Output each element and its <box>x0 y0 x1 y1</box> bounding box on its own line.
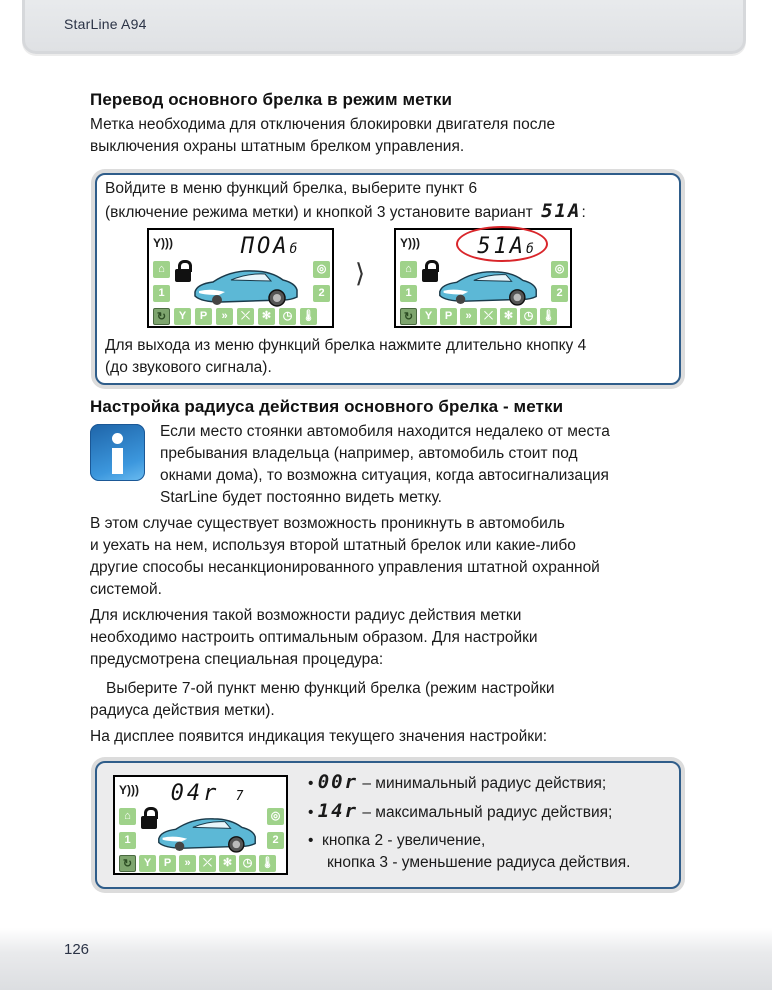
channel-2-icon: 2 <box>313 285 330 302</box>
antenna-icon: Y))) <box>400 236 420 250</box>
paragraph-select-item: Выберите 7-ой пункт меню функций брелка (режим настройки радиуса действия метки). <box>90 680 555 719</box>
section1-heading: Перевод основного брелка в режим метки <box>90 90 453 109</box>
lcd-icon-disarm: ⤫ <box>480 308 497 325</box>
bullet-max-radius: • 14r – максимальный радиус действия; <box>308 800 613 822</box>
lcd-icon-disarm: ⤫ <box>199 855 216 872</box>
section1-intro <box>90 114 555 158</box>
engine-icon: ◎ <box>551 261 568 278</box>
engine-icon: ◎ <box>267 808 284 825</box>
lcd-icon-disarm: ⤫ <box>237 308 254 325</box>
lcd-display-radius <box>113 775 288 875</box>
page-number: 126 <box>64 941 90 958</box>
info-icon <box>90 424 145 481</box>
exit-line: Для выхода из меню функций брелка нажмите длительно кнопку 4 <box>105 337 587 354</box>
channel-1-icon: 1 <box>153 285 170 302</box>
info-line: StarLine будет постоянно видеть метку. <box>160 489 442 506</box>
paragraph-risk: В этом случае существует возможность проникнуть в автомобиль и уехать на нем, используя второй штатный брелок или какие-либо другие способы несанкционированного управления штатной охранной системой. <box>90 515 600 598</box>
channel-1-icon: 1 <box>400 285 417 302</box>
lcd-icon-service: Y <box>420 308 437 325</box>
info-note <box>160 421 610 509</box>
lcd-segment-text: ПОАб <box>240 234 301 259</box>
lcd-icon-cycle: ↻ <box>400 308 417 325</box>
section2-heading: Настройка радиуса действия основного брелка - метки <box>90 397 564 416</box>
mark-mode-instructions <box>105 178 675 224</box>
lcd-icon-service: Y <box>174 308 191 325</box>
lcd-icon-fan: ✻ <box>500 308 517 325</box>
unlock-icon <box>175 269 191 282</box>
intro-line: выключения охраны штатным брелком управления. <box>90 138 465 155</box>
code-min: 00r <box>317 771 359 793</box>
header-title: StarLine A94 <box>64 16 147 32</box>
arrow-right-icon: ⟩ <box>355 258 366 288</box>
engine-icon: ◎ <box>313 261 330 278</box>
code-max: 14r <box>317 800 359 822</box>
channel-2-icon: 2 <box>267 832 284 849</box>
lcd-icon-timer: ◷ <box>279 308 296 325</box>
car-icon <box>155 813 259 855</box>
lcd-icon-service: Y <box>139 855 156 872</box>
lcd-segment-text: 04r 7 <box>170 781 247 806</box>
lcd-icon-fan: ✻ <box>219 855 236 872</box>
lcd-segment-text: 51Aб <box>477 234 537 259</box>
lcd-icon-timer: ◷ <box>239 855 256 872</box>
antenna-icon: Y))) <box>119 783 139 797</box>
footer-band <box>0 928 772 990</box>
info-line: Если место стоянки автомобиля находится недалеко от места <box>160 423 610 440</box>
lcd-icon-fan: ✻ <box>258 308 275 325</box>
instruction-line: (включение режима метки) и кнопкой 3 установите вариант 51A: <box>105 200 586 222</box>
instruction-line: Войдите в меню функций брелка, выберите пункт 6 <box>105 180 478 197</box>
trunk-icon: ⌂ <box>153 261 170 278</box>
antenna-icon: Y))) <box>153 236 173 250</box>
lcd-display-before <box>147 228 334 328</box>
lcd-icon-thermometer: 🌡 <box>259 855 276 872</box>
lcd-icon-thermometer: 🌡 <box>300 308 317 325</box>
car-icon <box>436 266 540 308</box>
variant-code: 51A <box>541 200 582 222</box>
lcd-icon-cycle: ↻ <box>153 308 170 325</box>
bullet-min-radius: • 00r – минимальный радиус действия; <box>308 771 607 793</box>
lcd-icon-arm: » <box>216 308 233 325</box>
channel-2-icon: 2 <box>551 285 568 302</box>
highlight-oval <box>456 226 548 262</box>
trunk-icon: ⌂ <box>400 261 417 278</box>
paragraph-procedure: Для исключения такой возможности радиус действия метки необходимо настроить оптимальным образом. Для настройки предусмотрена специальная процедура: <box>90 607 538 668</box>
lcd-icon-thermometer: 🌡 <box>540 308 557 325</box>
lcd-icon-arm: » <box>460 308 477 325</box>
intro-line: Метка необходима для отключения блокировки двигателя после <box>90 116 556 133</box>
lcd-icon-timer: ◷ <box>520 308 537 325</box>
lcd-icon-horn: P <box>159 855 176 872</box>
info-line: пребывания владельца (например, автомобиль стоит под <box>160 445 578 462</box>
exit-line: (до звукового сигнала). <box>105 359 272 376</box>
lcd-icon-cycle: ↻ <box>119 855 136 872</box>
lcd-icon-horn: P <box>195 308 212 325</box>
bullet-buttons: • кнопка 2 - увеличение, кнопка 3 - уменьшение радиуса действия. <box>308 832 631 871</box>
info-line: окнами дома), то возможна ситуация, когда автосигнализация <box>160 467 609 484</box>
channel-1-icon: 1 <box>119 832 136 849</box>
lcd-icon-horn: P <box>440 308 457 325</box>
car-icon <box>191 266 301 308</box>
paragraph-display-info: На дисплее появится индикация текущего значения настройки: <box>90 728 548 745</box>
lcd-icon-arm: » <box>179 855 196 872</box>
exit-instructions <box>105 335 675 379</box>
trunk-icon: ⌂ <box>119 808 136 825</box>
